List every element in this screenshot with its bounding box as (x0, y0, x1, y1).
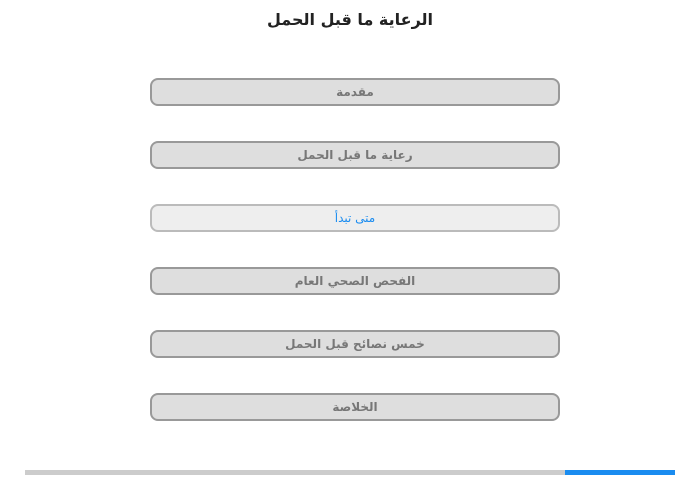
menu-item-general-checkup[interactable]: الفحص الصحي العام (150, 267, 560, 295)
menu-item-when-to-start[interactable]: متى تبدأ (150, 204, 560, 232)
menu-item-five-tips[interactable]: خمس نصائح قبل الحمل (150, 330, 560, 358)
menu-item-introduction[interactable]: مقدمة (150, 78, 560, 106)
chapter-menu (150, 78, 560, 421)
menu-item-preconception-care[interactable]: رعاية ما قبل الحمل (150, 141, 560, 169)
page-title: الرعاية ما قبل الحمل (266, 10, 434, 29)
menu-item-summary[interactable]: الخلاصة (150, 393, 560, 421)
progress-bar-fill (565, 470, 676, 475)
progress-bar (25, 470, 675, 475)
